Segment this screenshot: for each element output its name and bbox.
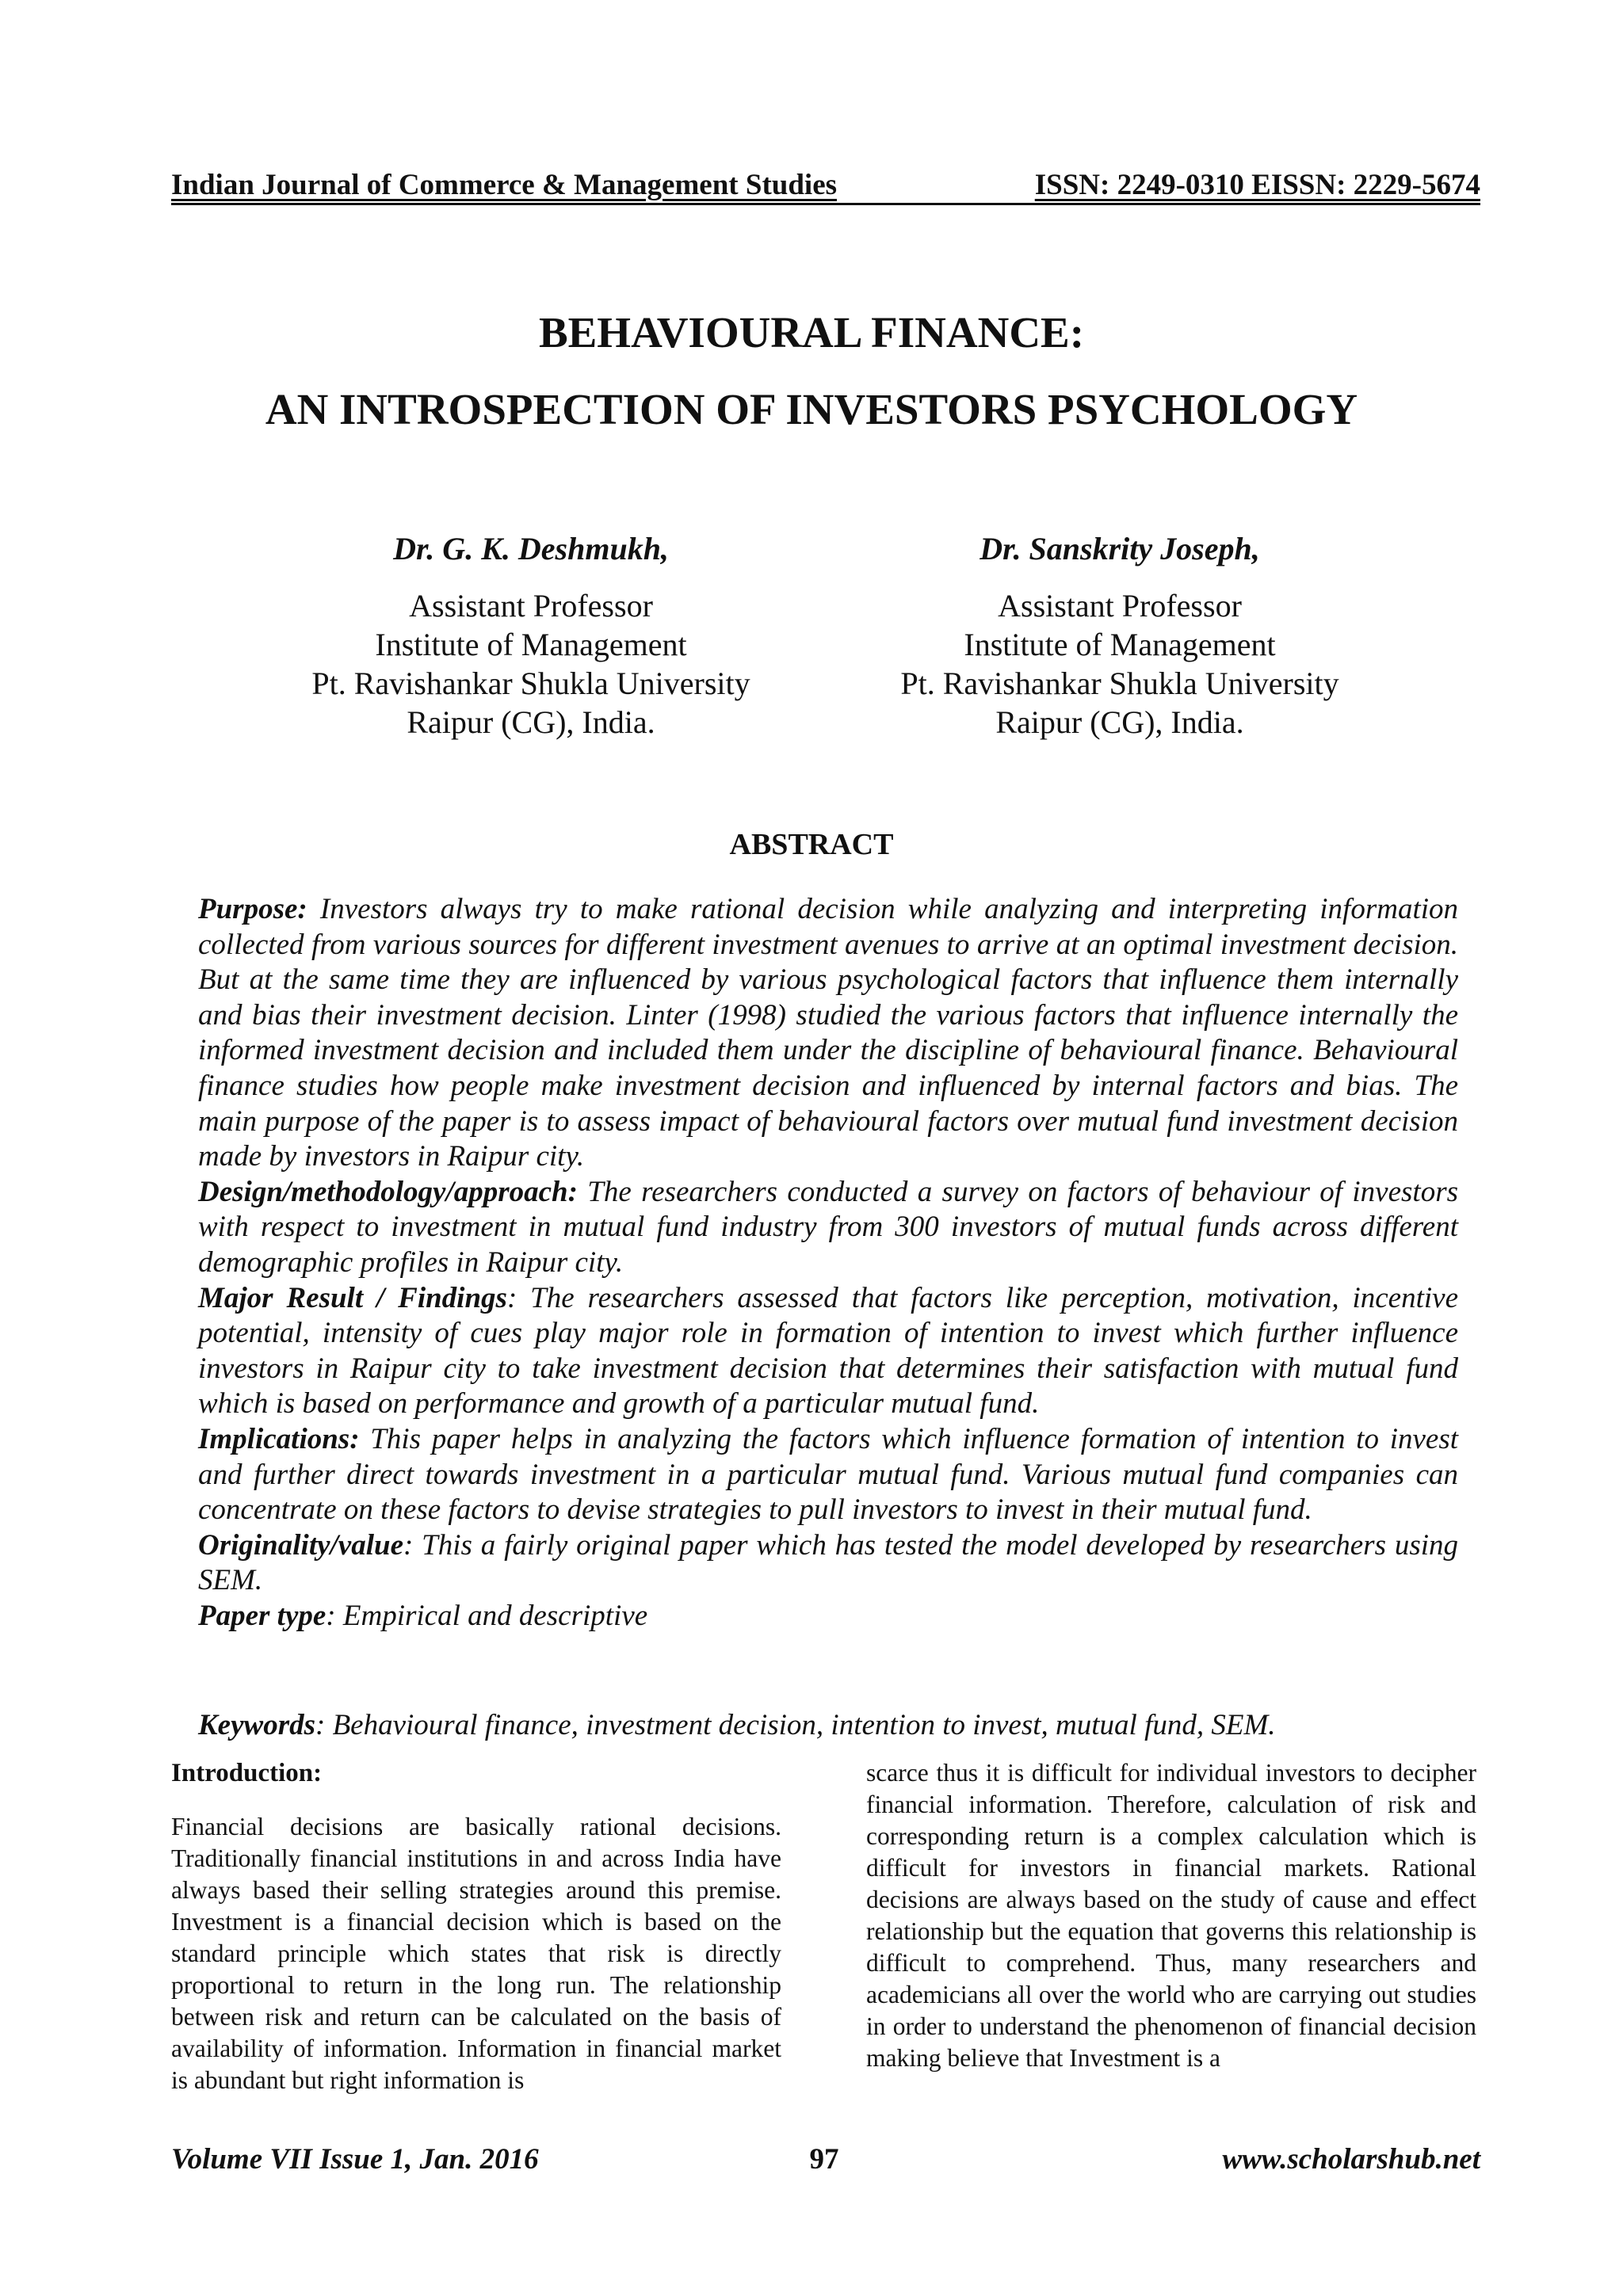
section-text: This paper helps in analyzing the factors which influence formation of intention to invest and further direct towards investment in a particular mutual fund. Various mutual fund companies can concentrate on these factors to devise strategies to pull investors to invest in their mutual fund. — [198, 1422, 1458, 1527]
author-name: Dr. G. K. Deshmukh, — [393, 531, 669, 566]
abstract-originality — [198, 1528, 1458, 1599]
footer-website: www.scholarshub.net — [1222, 2143, 1480, 2176]
section-text: : This a fairly original paper which has tested the model developed by researchers using SEM. — [198, 1528, 1458, 1597]
keywords — [198, 1708, 1458, 1743]
abstract-paper-type — [198, 1599, 1458, 1634]
author-institute: Institute of Management — [375, 627, 687, 662]
journal-name: Indian Journal of Commerce & Management Studies — [171, 169, 838, 201]
abstract-implications — [198, 1422, 1458, 1528]
author-institute: Institute of Management — [964, 627, 1276, 662]
introduction-text-left: Financial decisions are basically rational decisions. Traditionally financial institutions in and across India have always based their selling strategies around this premise. Investment is a financial decision which is based on the standard principle which states that risk is directly proportional to return in the long run. The relationship between risk and return can be calculated on the basis of availability of information. Information in financial market is abundant but right information is — [171, 1813, 781, 2094]
running-header — [171, 168, 1480, 205]
keywords-label: Keywords — [198, 1709, 315, 1741]
section-label: Paper type — [198, 1599, 327, 1632]
footer-page-number: 97 — [809, 2143, 839, 2176]
section-text: : Empirical and descriptive — [326, 1599, 648, 1632]
abstract-purpose — [198, 892, 1458, 1175]
introduction-text-right: scarce thus it is difficult for individual investors to decipher financial information. Therefore, calculation of risk and corresponding return is a complex calculation which is difficult for investors in financial markets. Rational decisions are always based on the study of cause and effect relationship but the equation that governs this relationship is difficult to comprehend. Thus, many researchers and academicians all over the world who are carrying out studies in order to understand the phenomenon of financial decision making believe that Investment is a — [866, 1759, 1476, 2072]
author-block — [842, 529, 1397, 742]
section-label: Originality/value — [198, 1528, 403, 1562]
section-label: Purpose: — [198, 893, 307, 925]
paper-title-line-1: BEHAVIOURAL FINANCE: — [538, 308, 1085, 357]
section-label: Design/methodology/approach: — [198, 1175, 578, 1208]
author-block — [254, 529, 808, 742]
section-text: Investors always try to make rational decision while analyzing and interpreting information collected from various sources for different investment avenues to arrive at an optimal investment decision. But at the same time they are influenced by various psychological factors that influence them internally and bias their investment decision. Linter (1998) studied the various factors that influence internally the informed investment decision and included them under the discipline of behavioural finance. Behavioural finance studies how people make investment decision and influenced by internal factors and bias. The main purpose of the paper is to assess impact of behavioural factors over mutual fund investment decision made by investors in Raipur city. — [198, 893, 1458, 1173]
abstract-design — [198, 1175, 1458, 1281]
author-university: Pt. Ravishankar Shukla University — [311, 666, 750, 701]
section-label: Major Result / Findings — [198, 1281, 507, 1314]
author-name: Dr. Sanskrity Joseph, — [980, 531, 1260, 566]
author-university: Pt. Ravishankar Shukla University — [900, 666, 1339, 701]
author-location: Raipur (CG), India. — [995, 704, 1244, 740]
section-label: Implications: — [198, 1422, 360, 1455]
footer-volume: Volume VII Issue 1, Jan. 2016 — [171, 2143, 539, 2176]
body-column-left — [171, 1757, 781, 2096]
abstract-body — [198, 892, 1458, 1634]
paper-title-line-2: AN INTROSPECTION OF INVESTORS PSYCHOLOGY — [265, 385, 1358, 433]
section-text: The researchers conducted a survey on factors of behaviour of investors with respect to investment in mutual fund industry from 300 investors of mutual funds across different demographic profiles in Raipur city. — [198, 1175, 1458, 1279]
abstract-findings — [198, 1281, 1458, 1422]
section-text: : The researchers assessed that factors like perception, motivation, incentive potential, intensity of cues play major role in formation of intention to invest which further influence investors in Raipur city to take investment decision that determines their satisfaction with mutual fund which is based on performance and growth of a particular mutual fund. — [198, 1281, 1458, 1421]
introduction-heading: Introduction: — [171, 1759, 323, 1787]
abstract-heading: ABSTRACT — [729, 828, 894, 861]
keywords-text: : Behavioural finance, investment decision, intention to invest, mutual fund, SEM. — [315, 1709, 1276, 1741]
issn-info: ISSN: 2249-0310 EISSN: 2229-5674 — [1034, 169, 1480, 201]
author-position: Assistant Professor — [409, 588, 653, 624]
body-column-right — [866, 1757, 1476, 2074]
author-location: Raipur (CG), India. — [407, 704, 655, 740]
author-position: Assistant Professor — [998, 588, 1242, 624]
